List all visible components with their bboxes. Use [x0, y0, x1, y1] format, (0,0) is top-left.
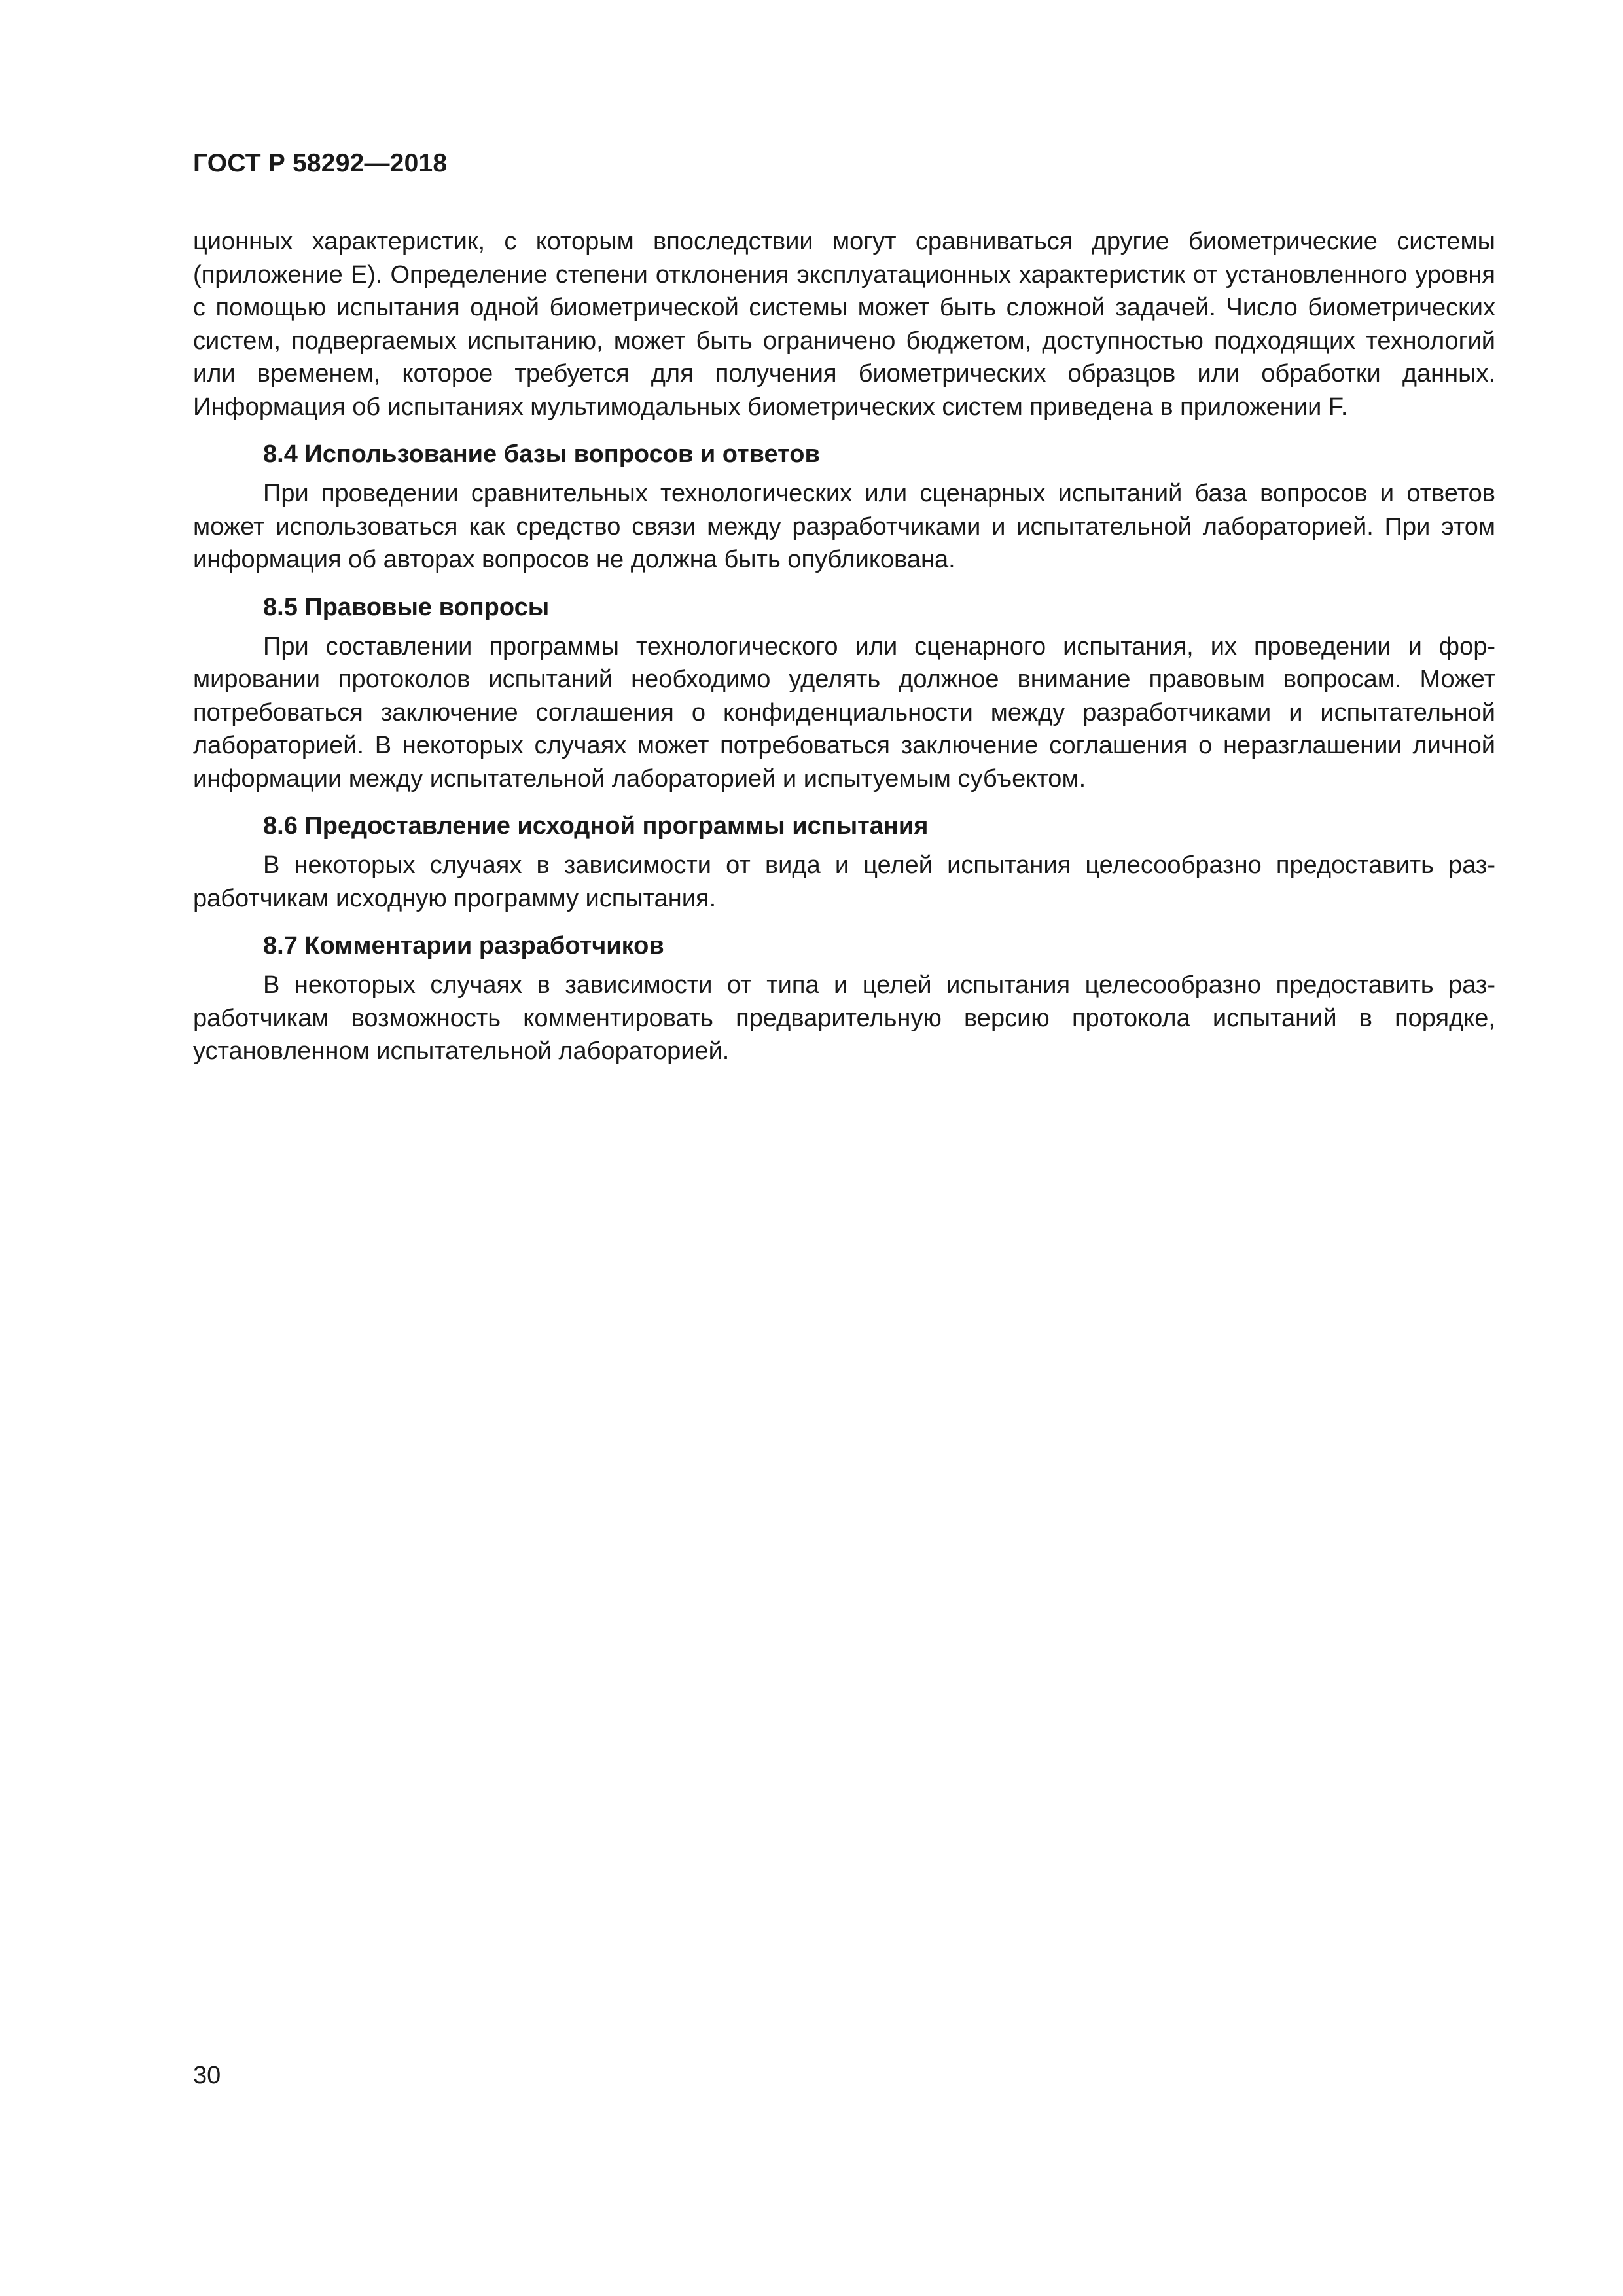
intro-paragraph: ционных характеристик, с которым впоследствии могут сравниваться другие биометрические системы (приложение Е). Определение степени отклонения эксплуатационных характеристик от установленного уровня с помощью испытания одной биометрической системы может быть сложной задачей. Число биометрических систем, подвергаемых испытанию, может быть ограничено бюджетом, доступностью подходящих технологий или временем, которое требуется для получения биометрических образцов или обработки данных. Информация об испытаниях мультимодальных биометрических систем приведена в приложении F. [193, 228, 1495, 421]
page-number: 30 [193, 2062, 221, 2089]
section-paragraph-8-6: В некоторых случаях в зависимости от вида и целей испытания целесообразно предоставить разработчикам исходную программу испытания. [193, 852, 1495, 912]
section-heading-8-4: 8.4 Использование базы вопросов и ответов [263, 440, 820, 468]
document-header: ГОСТ Р 58292—2018 [193, 149, 448, 177]
section-paragraph-8-4: При проведении сравнительных технологических или сценарных испытаний база вопросов и ответов может использоваться как средство связи между разработчиками и испытательной лабораторией. При этом информация об авторах вопросов не должна быть опубликована. [193, 480, 1495, 573]
section-heading-8-6: 8.6 Предоставление исходной программы испытания [263, 812, 929, 840]
section-paragraph-8-5: При составлении программы технологического или сценарного испытания, их проведении и формировании протоколов испытаний необходимо уделять должное внимание правовым вопросам. Может потребоваться заключение соглашения о конфиденциальности между разработчиками и испытательной лабораторией. В некоторых случаях может потребоваться заключение соглашения о неразглашении личной информации между испытательной лабораторией и испытуемым субъектом. [193, 632, 1495, 793]
document-body [193, 225, 1495, 1068]
section-heading-8-7: 8.7 Комментарии разработчиков [263, 932, 664, 960]
section-paragraph-8-7: В некоторых случаях в зависимости от типа и целей испытания целесообразно предоставить разработчикам возможность комментировать предварительную версию протокола испытаний в порядке, установленном испытательной лабораторией. [193, 971, 1495, 1065]
section-heading-8-5: 8.5 Правовые вопросы [263, 593, 550, 621]
